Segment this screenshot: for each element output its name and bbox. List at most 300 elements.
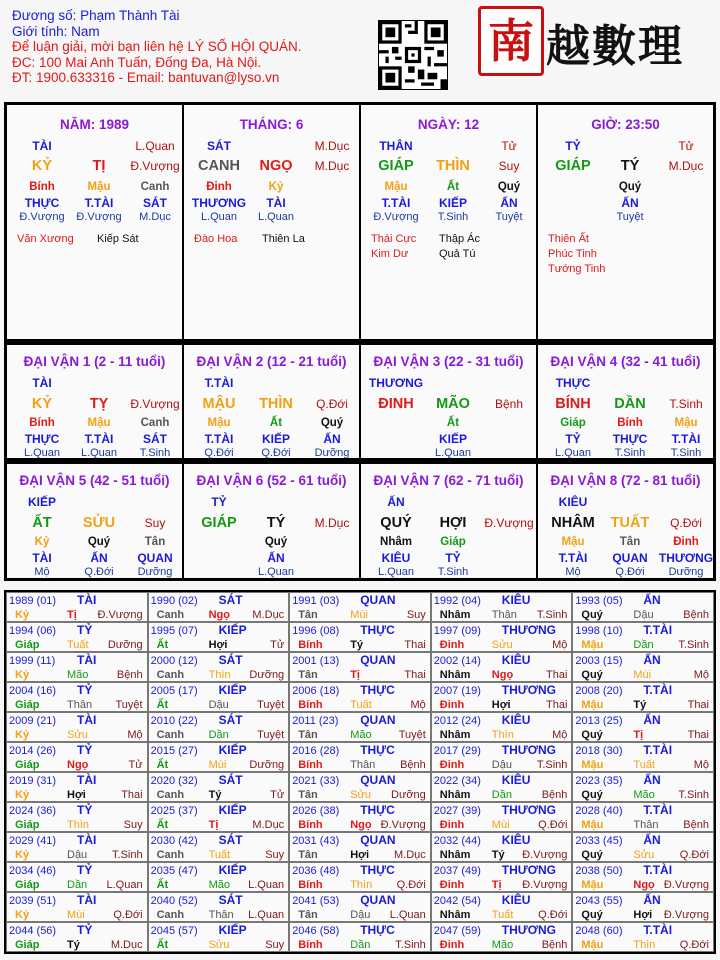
year-label: 1997 (09) xyxy=(433,625,481,637)
year-god: ẤN xyxy=(643,593,661,607)
heavenly-stem: GIÁP xyxy=(378,158,414,174)
branch-phase: M.Dục xyxy=(314,159,350,173)
year-label: 2047 (59) xyxy=(433,925,481,937)
year-label: 2043 (55) xyxy=(575,895,623,907)
branch-phase: Đ.Vượng xyxy=(130,159,180,173)
year-god: THƯƠNG xyxy=(501,803,556,817)
year-branch: Ngọ xyxy=(67,759,89,771)
year-phase: Tuyệt xyxy=(398,729,426,741)
year-stem: Ất xyxy=(156,699,169,711)
year-cell xyxy=(572,922,714,952)
year-phase: Bệnh xyxy=(541,939,568,951)
year-label: 2016 (28) xyxy=(292,745,340,757)
dai-van-branch: TÝ xyxy=(266,515,286,531)
hidden-god: QUAN xyxy=(137,551,173,565)
dai-van-1 xyxy=(6,344,183,459)
year-stem: Canh xyxy=(156,669,185,681)
year-phase: M.Dục xyxy=(110,939,143,951)
year-label: 2028 (40) xyxy=(575,805,623,817)
hidden-phase: L.Quan xyxy=(377,566,415,578)
year-label: 2034 (46) xyxy=(9,865,57,877)
hidden-phase: T.Sinh xyxy=(437,211,469,223)
year-god: SÁT xyxy=(218,593,243,607)
year-phase: Thai xyxy=(545,669,568,681)
seal-char: 南 xyxy=(488,14,534,68)
year-god: QUAN xyxy=(360,713,396,727)
year-branch: Mùi xyxy=(491,819,510,831)
year-god: THƯƠNG xyxy=(501,923,556,937)
year-god: KIẾP xyxy=(218,683,247,697)
year-cell xyxy=(289,802,431,832)
year-god: SÁT xyxy=(218,653,243,667)
earthly-branch: NGỌ xyxy=(259,158,293,174)
year-god: KIẾP xyxy=(218,743,247,757)
dai-van-title: ĐẠI VẬN 6 (52 - 61 tuổi) xyxy=(196,473,347,488)
hidden-phase: L.Quan xyxy=(200,211,238,223)
year-god: KIÊU xyxy=(501,653,531,667)
year-cell xyxy=(148,832,290,862)
year-stem: Tân xyxy=(298,729,318,741)
year-branch: Thân xyxy=(633,819,659,831)
year-phase: M.Dục xyxy=(252,819,285,831)
year-stem: Mậu xyxy=(581,699,604,711)
pillar-phase: Tử xyxy=(678,139,694,153)
hidden-phase: Đ.Vượng xyxy=(373,211,419,223)
year-branch: Thân xyxy=(67,699,93,711)
year-label: 2032 (44) xyxy=(433,835,481,847)
heavenly-stem: KỶ xyxy=(31,158,53,174)
year-stem: Quý xyxy=(581,609,603,621)
year-branch: Mão xyxy=(491,939,514,951)
year-branch: Ngọ xyxy=(208,609,230,621)
year-god: THỰC xyxy=(360,863,395,877)
heavenly-stem: GIÁP xyxy=(555,158,591,174)
year-stem: Giáp xyxy=(15,699,40,711)
pillar-title: GIỜ: 23:50 xyxy=(591,117,660,132)
year-label: 2022 (34) xyxy=(433,775,481,787)
year-stem: Bính xyxy=(298,699,323,711)
year-phase: Dưỡng xyxy=(107,639,143,651)
year-cell xyxy=(289,922,431,952)
year-label: 1989 (01) xyxy=(9,595,57,607)
year-branch: Tý xyxy=(350,639,364,651)
year-god: KIÊU xyxy=(501,833,531,847)
year-phase: Đ.Vượng xyxy=(97,609,143,621)
hidden-god: THỰC xyxy=(612,432,648,446)
year-label: 2036 (48) xyxy=(292,865,340,877)
year-label: 1992 (04) xyxy=(433,595,481,607)
dai-van-title: ĐẠI VẬN 8 (72 - 81 tuổi) xyxy=(550,473,701,488)
earthly-branch: TÝ xyxy=(620,158,640,174)
year-god: KIẾP xyxy=(218,803,247,817)
year-god: TÀI xyxy=(77,593,97,607)
year-cell xyxy=(289,772,431,802)
hidden-phase: Dưỡng xyxy=(668,566,704,578)
hidden-stem: Quý xyxy=(264,536,288,548)
year-phase: Đ.Vượng xyxy=(522,879,568,891)
year-god: SÁT xyxy=(218,893,243,907)
year-cell xyxy=(572,832,714,862)
year-branch: Hợi xyxy=(350,849,370,861)
hidden-stem: Ất xyxy=(446,181,460,193)
year-branch: Dậu xyxy=(208,699,229,711)
year-branch: Hợi xyxy=(208,639,228,651)
year-stem: Bính xyxy=(298,759,323,771)
year-cell xyxy=(289,862,431,892)
earthly-branch: THÌN xyxy=(436,158,470,174)
year-cell xyxy=(148,892,290,922)
year-label: 1994 (06) xyxy=(9,625,57,637)
hidden-stem: Kỷ xyxy=(34,536,50,548)
year-stem: Quý xyxy=(581,669,603,681)
year-phase: L.Quan xyxy=(248,879,285,891)
year-cell xyxy=(148,922,290,952)
hidden-god: THỰC xyxy=(24,432,60,446)
hidden-god: T.TÀI xyxy=(558,551,588,565)
year-god: KIẾP xyxy=(218,623,247,637)
year-cell xyxy=(6,892,148,922)
year-god: QUAN xyxy=(360,833,396,847)
year-phase: M.Dục xyxy=(394,849,426,861)
year-stem: Bính xyxy=(298,879,323,891)
year-branch: Hợi xyxy=(67,789,86,801)
shen-sha-star: Phúc Tinh xyxy=(548,248,597,260)
hidden-stem: Bính xyxy=(617,417,643,429)
year-label: 1990 (02) xyxy=(150,595,198,607)
shen-sha-star: Kiếp Sát xyxy=(97,233,139,245)
hidden-stem: Canh xyxy=(140,181,170,193)
dai-van-2 xyxy=(183,344,360,459)
hidden-stem: Mậu xyxy=(561,536,585,548)
dai-van-title: ĐẠI VẬN 2 (12 - 21 tuổi) xyxy=(196,354,347,369)
hidden-god: ẤN xyxy=(90,551,108,565)
annual-luck-table xyxy=(4,590,716,954)
year-stem: Canh xyxy=(156,789,185,801)
hidden-god: ẤN xyxy=(500,196,518,210)
year-god: TỶ xyxy=(77,743,93,757)
year-branch: Thìn xyxy=(208,669,231,681)
year-god: THỰC xyxy=(360,923,395,937)
year-phase: Dưỡng xyxy=(391,789,426,801)
year-stem: Giáp xyxy=(15,639,40,651)
hidden-god: SÁT xyxy=(143,196,167,210)
year-label: 2048 (60) xyxy=(575,925,623,937)
hidden-phase: Q.Đới xyxy=(615,566,645,578)
year-phase: T.Sinh xyxy=(395,939,426,951)
year-label: 2031 (43) xyxy=(292,835,340,847)
year-god: TÀI xyxy=(77,893,97,907)
logo xyxy=(478,6,703,88)
hidden-stem: Ất xyxy=(446,417,460,429)
shen-sha-star: Quả Tú xyxy=(439,248,476,260)
dai-van-stem: KỶ xyxy=(31,396,53,412)
year-cell xyxy=(572,892,714,922)
year-god: QUAN xyxy=(360,773,396,787)
year-cell xyxy=(431,622,573,652)
hidden-stem: Canh xyxy=(140,417,170,429)
year-stem: Nhâm xyxy=(439,849,471,861)
year-phase: Tuyệt xyxy=(257,729,285,741)
year-stem: Tân xyxy=(298,609,318,621)
year-phase: Dưỡng xyxy=(249,759,285,771)
hidden-god: T.TÀI xyxy=(84,432,114,446)
header-line: Giới tính: Nam xyxy=(12,23,100,39)
year-phase: Tử xyxy=(270,789,285,801)
year-cell xyxy=(572,712,714,742)
year-god: SÁT xyxy=(218,713,243,727)
hidden-phase: T.Sinh xyxy=(614,447,646,459)
year-phase: L.Quan xyxy=(389,909,426,921)
year-label: 2000 (12) xyxy=(150,655,198,667)
year-stem: Bính xyxy=(298,819,323,831)
hidden-god: KIẾP xyxy=(438,432,468,446)
year-branch: Tị xyxy=(633,729,644,741)
dai-van-phase: Đ.Vượng xyxy=(130,397,180,411)
year-label: 2024 (36) xyxy=(9,805,57,817)
year-cell xyxy=(6,592,148,622)
year-stem: Nhâm xyxy=(439,729,471,741)
shen-sha-star: Thiên Ất xyxy=(548,233,589,245)
year-label: 2041 (53) xyxy=(292,895,340,907)
year-branch: Mão xyxy=(350,729,372,741)
year-phase: T.Sinh xyxy=(536,759,568,771)
year-stem: Giáp xyxy=(15,819,40,831)
year-cell xyxy=(431,712,573,742)
year-branch: Dần xyxy=(350,939,371,951)
ten-god: TÀI xyxy=(32,139,52,153)
year-phase: Bệnh xyxy=(400,759,426,771)
year-phase: Bệnh xyxy=(541,789,568,801)
year-god: THƯƠNG xyxy=(501,683,556,697)
year-god: T.TÀI xyxy=(643,803,673,817)
year-phase: Suy xyxy=(265,849,285,861)
year-phase: T.Sinh xyxy=(678,789,709,801)
hidden-stem: Đinh xyxy=(206,181,232,193)
year-branch: Mùi xyxy=(208,759,227,771)
header-line: Đương số: Phạm Thành Tài xyxy=(12,8,180,23)
year-phase: Thai xyxy=(404,639,426,651)
hidden-god: ẤN xyxy=(621,196,639,210)
year-phase: Q.Đới xyxy=(679,849,709,861)
dai-van-title: ĐẠI VẬN 3 (22 - 31 tuổi) xyxy=(373,354,524,369)
earthly-branch: TỊ xyxy=(92,158,106,174)
hidden-god: KIẾP xyxy=(261,432,291,446)
qr-code-icon xyxy=(379,21,447,89)
year-branch: Dậu xyxy=(491,759,512,771)
year-phase: Mộ xyxy=(552,729,568,741)
year-god: SÁT xyxy=(218,773,243,787)
shen-sha-star: Thái Cực xyxy=(371,233,417,245)
year-stem: Ất xyxy=(156,879,169,891)
year-phase: Mộ xyxy=(693,759,709,771)
year-cell xyxy=(148,622,290,652)
ten-god: THÂN xyxy=(379,139,413,153)
year-god: THỰC xyxy=(360,683,395,697)
year-label: 1999 (11) xyxy=(9,655,56,667)
year-stem: Nhâm xyxy=(439,669,471,681)
year-stem: Ất xyxy=(156,819,169,831)
dai-van-god: THƯƠNG xyxy=(368,376,424,390)
dai-van-branch: TỴ xyxy=(89,396,109,412)
dai-van-branch: MÃO xyxy=(436,396,470,412)
year-god: QUAN xyxy=(360,593,396,607)
year-phase: T.Sinh xyxy=(678,639,709,651)
year-god: KIẾP xyxy=(218,923,247,937)
dai-van-phase: Q.Đới xyxy=(670,516,702,530)
year-branch: Tuất xyxy=(350,699,372,711)
year-cell xyxy=(148,742,290,772)
year-branch: Tị xyxy=(208,819,219,831)
pillar-phase: M.Dục xyxy=(314,139,350,153)
year-phase: Thai xyxy=(687,699,709,711)
year-phase: Tuyệt xyxy=(257,699,285,711)
year-stem: Canh xyxy=(156,729,185,741)
shen-sha-star: Văn Xương xyxy=(17,233,74,245)
year-label: 2027 (39) xyxy=(433,805,481,817)
year-branch: Tý xyxy=(491,849,505,861)
year-god: SÁT xyxy=(218,833,243,847)
year-stem: Ất xyxy=(156,759,169,771)
hidden-phase: Dưỡng xyxy=(137,566,173,578)
year-label: 2026 (38) xyxy=(292,805,340,817)
year-label: 2038 (50) xyxy=(575,865,623,877)
year-label: 2002 (14) xyxy=(433,655,481,667)
year-phase: Q.Đới xyxy=(538,909,568,921)
year-label: 2004 (16) xyxy=(9,685,57,697)
hidden-god: T.TÀI xyxy=(204,432,234,446)
year-phase: Suy xyxy=(123,819,143,831)
dai-van-god: TÀI xyxy=(32,376,52,390)
year-cell xyxy=(431,652,573,682)
pillar-phase: L.Quan xyxy=(135,139,175,153)
hidden-stem: Mậu xyxy=(87,417,111,429)
year-phase: Đ.Vượng xyxy=(522,849,568,861)
year-god: THƯƠNG xyxy=(501,743,556,757)
dai-van-7 xyxy=(360,463,537,579)
year-cell xyxy=(431,682,573,712)
year-branch: Sửu xyxy=(633,849,655,861)
year-cell xyxy=(431,592,573,622)
year-phase: Q.Đới xyxy=(396,879,426,891)
year-god: TÀI xyxy=(77,773,97,787)
year-cell xyxy=(572,682,714,712)
year-branch: Dần xyxy=(67,879,88,891)
year-label: 2042 (54) xyxy=(433,895,481,907)
year-god: TỶ xyxy=(77,863,93,877)
dai-van-6 xyxy=(183,463,360,579)
header-line: ĐC: 100 Mai Anh Tuấn, Đống Đa, Hà Nội. xyxy=(12,54,262,70)
year-stem: Mậu xyxy=(581,759,604,771)
hidden-god: THƯƠNG xyxy=(658,551,714,565)
year-stem: Tân xyxy=(298,789,318,801)
year-label: 2015 (27) xyxy=(150,745,198,757)
year-label: 2011 (23) xyxy=(292,715,339,727)
year-branch: Sửu xyxy=(67,729,88,741)
hidden-phase: M.Dục xyxy=(139,211,171,223)
hidden-stem: Mậu xyxy=(674,417,698,429)
year-god: T.TÀI xyxy=(643,743,673,757)
hidden-stem: Đinh xyxy=(673,536,699,548)
year-god: QUAN xyxy=(360,893,396,907)
hidden-phase: Mộ xyxy=(565,566,581,578)
year-label: 2019 (31) xyxy=(9,775,57,787)
year-phase: Suy xyxy=(406,609,426,621)
year-cell xyxy=(431,922,573,952)
year-stem: Canh xyxy=(156,909,185,921)
year-cell xyxy=(148,862,290,892)
dai-van-phase: Bệnh xyxy=(494,397,524,411)
year-cell xyxy=(6,622,148,652)
dai-van-row-2 xyxy=(4,461,716,581)
year-phase: L.Quan xyxy=(248,909,285,921)
hidden-stem: Quý xyxy=(618,181,642,193)
hidden-stem: Quý xyxy=(320,417,344,429)
year-cell xyxy=(6,742,148,772)
year-cell xyxy=(6,802,148,832)
hidden-god: QUAN xyxy=(612,551,648,565)
hidden-phase: Q.Đới xyxy=(261,447,291,459)
dai-van-branch: TUẤT xyxy=(610,515,650,531)
year-stem: Nhâm xyxy=(439,909,471,921)
year-label: 2003 (15) xyxy=(575,655,623,667)
year-cell xyxy=(572,622,714,652)
dai-van-god: ẤN xyxy=(387,495,405,509)
year-label: 2023 (35) xyxy=(575,775,623,787)
year-phase: Bệnh xyxy=(683,819,709,831)
year-god: TỶ xyxy=(77,683,93,697)
year-branch: Sửu xyxy=(208,939,230,951)
year-phase: Mộ xyxy=(127,729,143,741)
hidden-phase: Q.Đới xyxy=(204,447,234,459)
year-stem: Giáp xyxy=(15,879,40,891)
year-cell xyxy=(431,862,573,892)
hidden-god: KIÊU xyxy=(381,551,411,565)
year-phase: Thai xyxy=(121,789,143,801)
year-god: TỶ xyxy=(77,623,93,637)
dai-van-phase: T.Sinh xyxy=(669,397,703,411)
year-label: 2025 (37) xyxy=(150,805,198,817)
hidden-phase: Mộ xyxy=(34,566,50,578)
year-branch: Tý xyxy=(633,699,647,711)
hidden-phase: Q.Đới xyxy=(84,566,114,578)
year-stem: Kỷ xyxy=(15,609,30,621)
year-label: 2021 (33) xyxy=(292,775,340,787)
year-label: 2007 (19) xyxy=(433,685,481,697)
year-label: 2030 (42) xyxy=(150,835,198,847)
year-stem: Tân xyxy=(298,669,318,681)
year-branch: Tị xyxy=(491,879,502,891)
hidden-phase: T.Sinh xyxy=(437,566,469,578)
year-label: 1998 (10) xyxy=(575,625,623,637)
year-phase: L.Quan xyxy=(106,879,143,891)
year-branch: Tuất xyxy=(491,909,514,921)
year-god: KIÊU xyxy=(501,773,531,787)
dai-van-phase: Q.Đới xyxy=(316,397,348,411)
year-phase: Mộ xyxy=(410,699,426,711)
year-stem: Tân xyxy=(298,849,318,861)
dai-van-stem: GIÁP xyxy=(201,515,237,531)
hidden-phase: T.Sinh xyxy=(139,447,171,459)
hidden-god: KIẾP xyxy=(438,196,468,210)
hidden-stem: Quý xyxy=(497,181,521,193)
year-branch: Thân xyxy=(491,609,517,621)
year-god: TÀI xyxy=(77,833,97,847)
year-branch: Mùi xyxy=(67,909,85,921)
year-branch: Tuất xyxy=(633,759,655,771)
year-cell xyxy=(572,802,714,832)
year-cell xyxy=(148,772,290,802)
hidden-god: THỰC xyxy=(24,196,60,210)
